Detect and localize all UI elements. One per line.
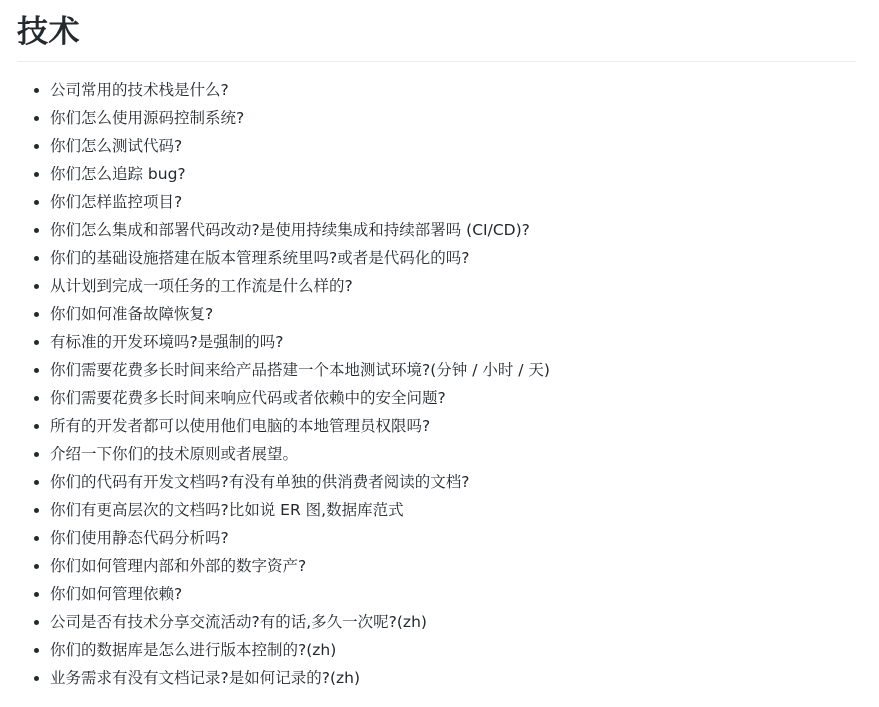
section-heading: 技术 (17, 14, 80, 50)
list-item: 你们怎么追踪 bug? (50, 160, 550, 188)
list-item: 业务需求有没有文档记录?是如何记录的?(zh) (50, 664, 550, 692)
question-list (50, 76, 550, 692)
list-item: 你们需要花费多长时间来响应代码或者依赖中的安全问题? (50, 384, 550, 412)
list-item: 公司是否有技术分享交流活动?有的话,多久一次呢?(zh) (50, 608, 550, 636)
list-item: 你们怎样监控项目? (50, 188, 550, 216)
list-item: 你们怎么测试代码? (50, 132, 550, 160)
list-item: 公司常用的技术栈是什么? (50, 76, 550, 104)
list-item: 你们如何准备故障恢复? (50, 300, 550, 328)
list-item: 你们的基础设施搭建在版本管理系统里吗?或者是代码化的吗? (50, 244, 550, 272)
list-item: 你们如何管理依赖? (50, 580, 550, 608)
list-item: 你们的数据库是怎么进行版本控制的?(zh) (50, 636, 550, 664)
heading-divider (17, 61, 856, 62)
list-item: 有标准的开发环境吗?是强制的吗? (50, 328, 550, 356)
list-item: 你们怎么集成和部署代码改动?是使用持续集成和持续部署吗 (CI/CD)? (50, 216, 550, 244)
list-item: 你们怎么使用源码控制系统? (50, 104, 550, 132)
list-item: 从计划到完成一项任务的工作流是什么样的? (50, 272, 550, 300)
list-item: 介绍一下你们的技术原则或者展望。 (50, 440, 550, 468)
list-item: 你们的代码有开发文档吗?有没有单独的供消费者阅读的文档? (50, 468, 550, 496)
list-item: 你们有更高层次的文档吗?比如说 ER 图,数据库范式 (50, 496, 550, 524)
list-item: 所有的开发者都可以使用他们电脑的本地管理员权限吗? (50, 412, 550, 440)
list-item: 你们如何管理内部和外部的数字资产? (50, 552, 550, 580)
list-item: 你们使用静态代码分析吗? (50, 524, 550, 552)
list-item: 你们需要花费多长时间来给产品搭建一个本地测试环境?(分钟 / 小时 / 天) (50, 356, 550, 384)
